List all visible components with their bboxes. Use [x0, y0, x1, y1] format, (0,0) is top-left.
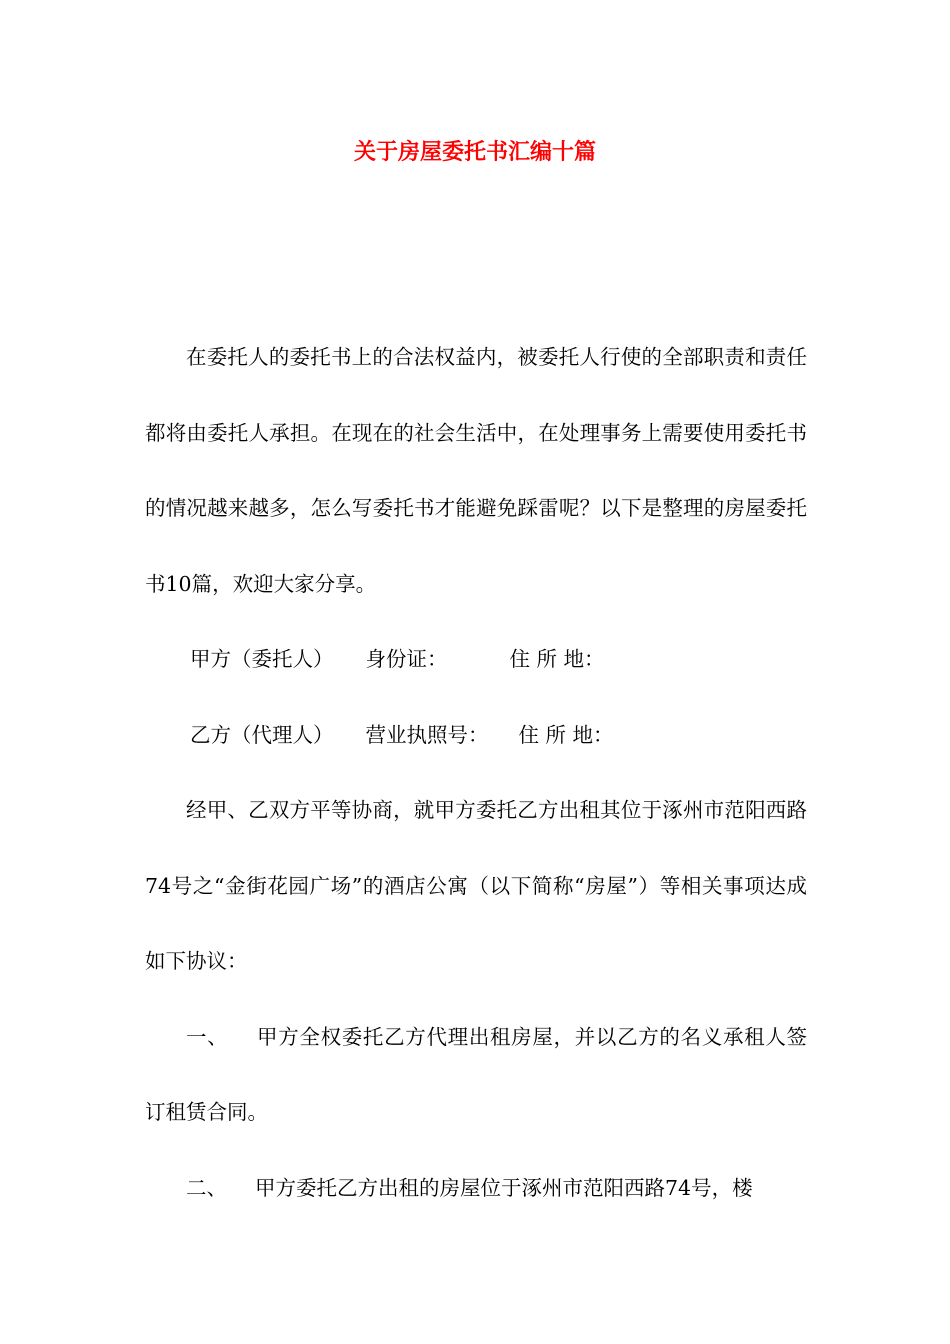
- party-a-label: 甲方（委托人）: [190, 647, 334, 671]
- document-title: 关于房屋委托书汇编十篇: [353, 140, 596, 165]
- clause-2-text: 甲方委托乙方出租的房屋位于涿州市范阳西路74号，楼: [255, 1175, 753, 1200]
- clause-1: [145, 1000, 807, 1151]
- party-b-label: 乙方（代理人）: [190, 722, 334, 747]
- party-b-line: [145, 698, 807, 774]
- party-a-line: [145, 622, 807, 698]
- agreement-intro-paragraph: 经甲、乙双方平等协商，就甲方委托乙方出租其位于涿州市范阳西路74号之“金街花园广场”的酒店公寓（以下简称“房屋”）等相关事项达成如下协议：: [145, 798, 807, 973]
- clause-2-number: 二、: [186, 1175, 227, 1200]
- clause-1-text: 甲方全权委托乙方代理出租房屋，并以乙方的名义承租人签订租赁合同。: [145, 1024, 808, 1124]
- party-a-address-label: 住 所 地：: [509, 647, 605, 671]
- party-b-license-label: 营业执照号：: [365, 722, 489, 747]
- party-a-id-label: 身份证：: [365, 647, 448, 671]
- document-body: [145, 320, 807, 1226]
- intro-paragraph: 在委托人的委托书上的合法权益内，被委托人行使的全部职责和责任都将由委托人承担。在现在的社会生活中，在处理事务上需要使用委托书的情况越来越多，怎么写委托书才能避免踩雷呢？以下是整理的房屋委托书10篇，欢迎大家分享。: [145, 345, 807, 596]
- clause-2: [145, 1151, 807, 1227]
- clause-1-number: 一、: [186, 1024, 229, 1049]
- party-b-address-label: 住 所 地：: [518, 722, 614, 747]
